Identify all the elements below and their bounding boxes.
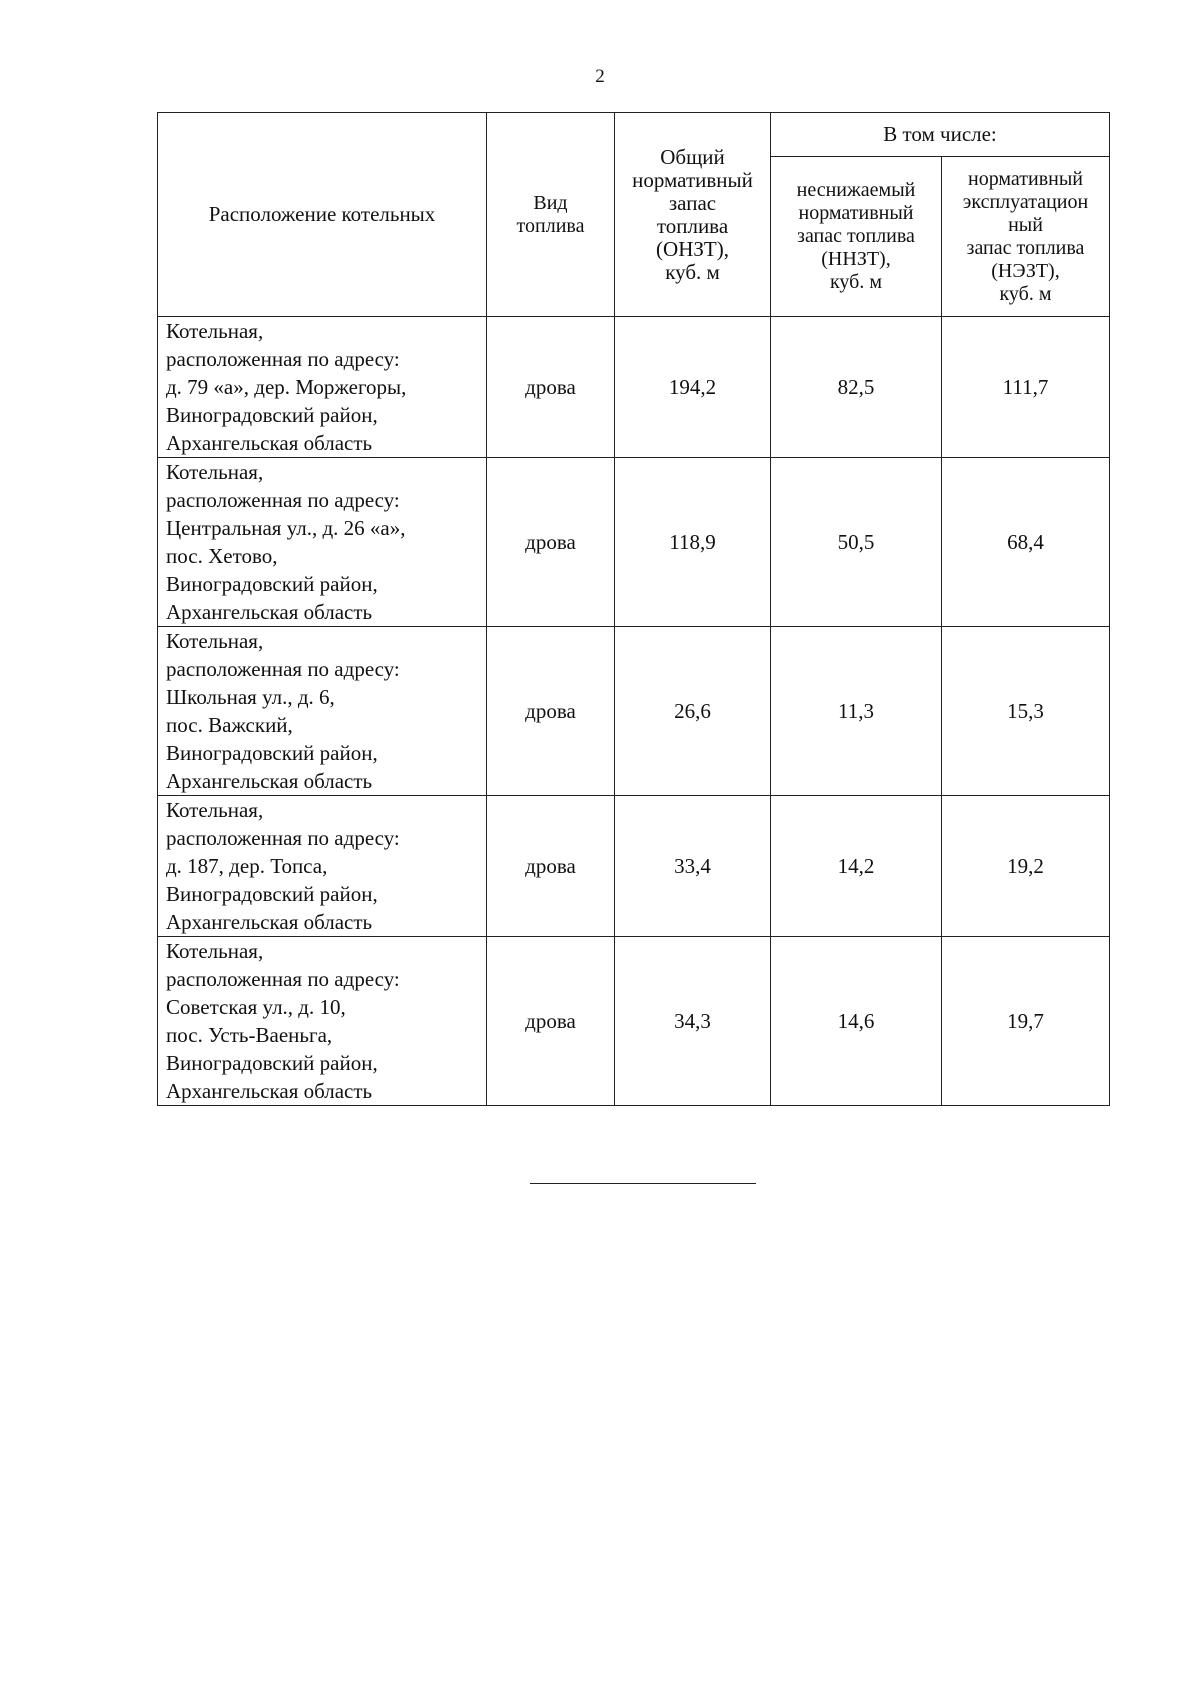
cell-location: Котельная, расположенная по адресу: д. 79 «а», дер. Моржегоры, Виноградовский район, Архангельская область bbox=[158, 317, 487, 458]
cell-nezt: 15,3 bbox=[942, 627, 1110, 796]
cell-nnzt: 14,6 bbox=[771, 937, 942, 1106]
header-nezt: нормативный эксплуатацион ный запас топлива (НЭЗТ), куб. м bbox=[942, 157, 1110, 317]
cell-total: 26,6 bbox=[615, 627, 771, 796]
cell-total: 118,9 bbox=[615, 458, 771, 627]
cell-fuel: дрова bbox=[487, 317, 615, 458]
cell-nezt: 19,2 bbox=[942, 796, 1110, 937]
table-row bbox=[158, 458, 1110, 627]
table-row bbox=[158, 796, 1110, 937]
cell-location: Котельная, расположенная по адресу: Центральная ул., д. 26 «а», пос. Хетово, Виноградовский район, Архангельская область bbox=[158, 458, 487, 627]
cell-location: Котельная, расположенная по адресу: Советская ул., д. 10, пос. Усть-Ваеньга, Виноградовский район, Архангельская область bbox=[158, 937, 487, 1106]
cell-nnzt: 11,3 bbox=[771, 627, 942, 796]
cell-fuel: дрова bbox=[487, 796, 615, 937]
cell-total: 194,2 bbox=[615, 317, 771, 458]
cell-nnzt: 50,5 bbox=[771, 458, 942, 627]
header-fuel-type: Вид топлива bbox=[487, 113, 615, 317]
table-row bbox=[158, 627, 1110, 796]
cell-total: 34,3 bbox=[615, 937, 771, 1106]
cell-nezt: 111,7 bbox=[942, 317, 1110, 458]
cell-location: Котельная, расположенная по адресу: д. 187, дер. Топса, Виноградовский район, Архангельская область bbox=[158, 796, 487, 937]
header-including: В том числе: bbox=[771, 113, 1110, 157]
cell-fuel: дрова bbox=[487, 627, 615, 796]
table-row bbox=[158, 317, 1110, 458]
cell-nezt: 19,7 bbox=[942, 937, 1110, 1106]
cell-fuel: дрова bbox=[487, 937, 615, 1106]
cell-location: Котельная, расположенная по адресу: Школьная ул., д. 6, пос. Важский, Виноградовский район, Архангельская область bbox=[158, 627, 487, 796]
cell-nezt: 68,4 bbox=[942, 458, 1110, 627]
header-location: Расположение котельных bbox=[158, 113, 487, 317]
table-row bbox=[158, 937, 1110, 1106]
header-nnzt: неснижаемый нормативный запас топлива (ННЗТ), куб. м bbox=[771, 157, 942, 317]
header-total-reserve: Общий нормативный запас топлива (ОНЗТ), куб. м bbox=[615, 113, 771, 317]
cell-fuel: дрова bbox=[487, 458, 615, 627]
cell-total: 33,4 bbox=[615, 796, 771, 937]
cell-nnzt: 14,2 bbox=[771, 796, 942, 937]
cell-nnzt: 82,5 bbox=[771, 317, 942, 458]
page-number: 2 bbox=[595, 66, 605, 87]
fuel-reserve-table bbox=[157, 112, 1110, 1106]
end-of-document-rule bbox=[530, 1183, 756, 1184]
